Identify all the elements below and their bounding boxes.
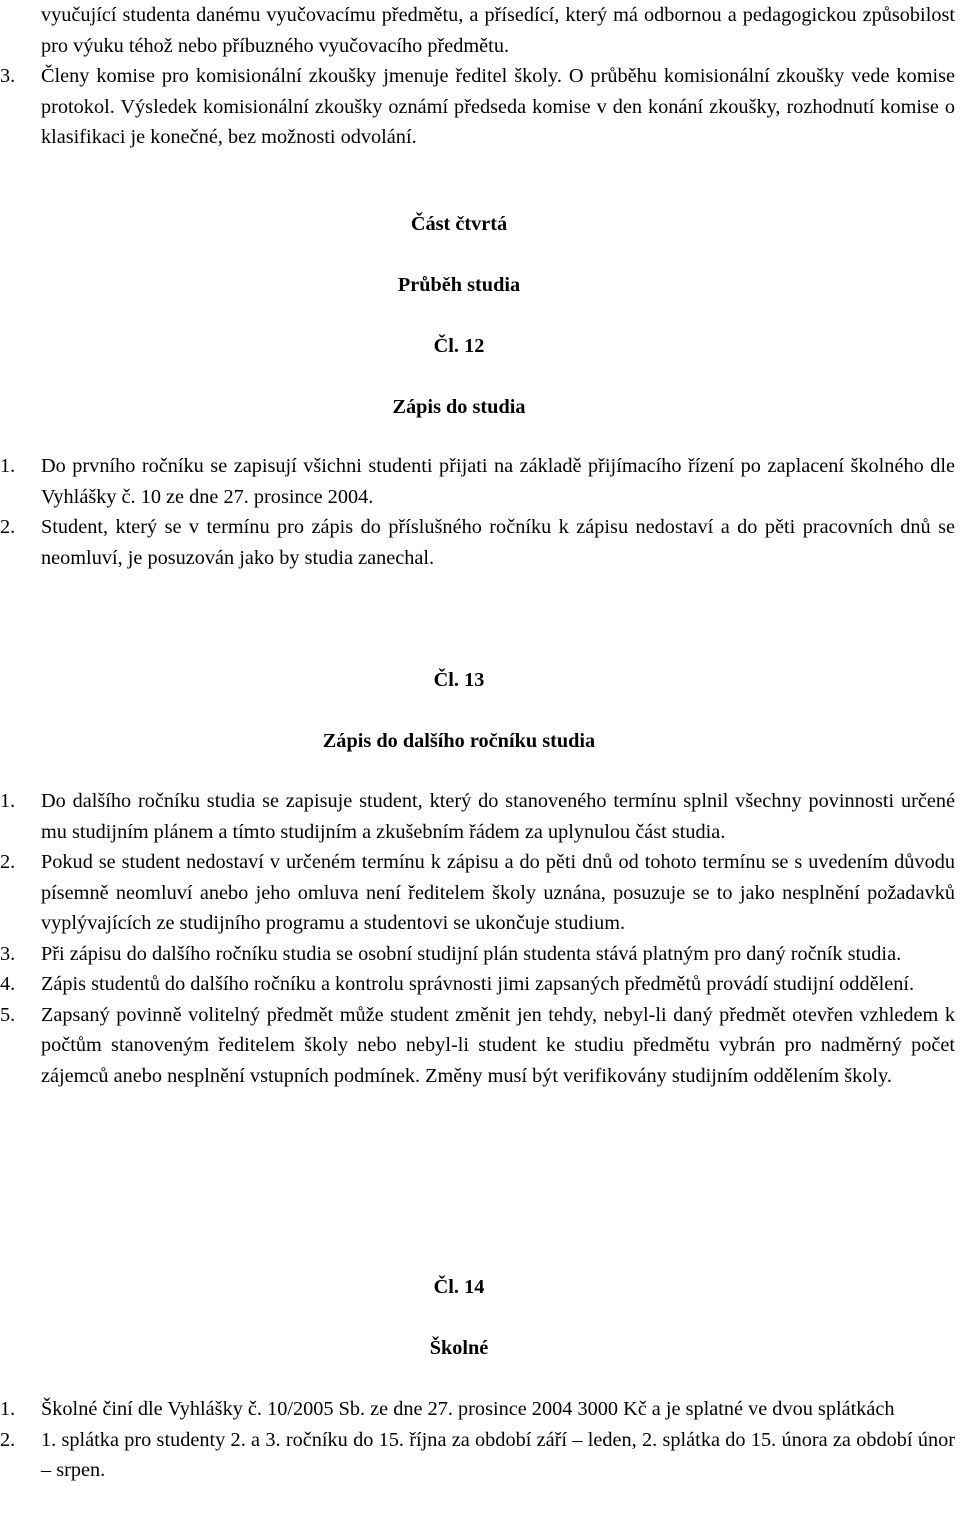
item-text: Do prvního ročníku se zapisují všichni studenti přijati na základě přijímacího řízení po zaplacení školného dle Vyhlášky č. 10 ze dne 27. prosince 2004. xyxy=(41,455,955,508)
item-text: Při zápisu do dalšího ročníku studia se osobní studijní plán studenta stává platným pro daný ročník studia. xyxy=(41,942,902,965)
item-text: Členy komise pro komisionální zkoušky jmenuje ředitel školy. O průběhu komisionální zkoušky vede komise protokol. Výsledek komisionální zkoušky oznámí předseda komise v den konání zkoušky, rozhodnutí komise o klasifikaci je konečné, bez možnosti odvolání. xyxy=(41,65,955,148)
article-13-number: Čl. 13 xyxy=(433,669,485,691)
list-item xyxy=(0,847,955,939)
article-14-number: Čl. 14 xyxy=(433,1276,485,1298)
item-number: 1. xyxy=(0,1398,16,1420)
intro-continuation xyxy=(0,0,955,61)
item-text: Do dalšího ročníku studia se zapisuje student, který do stanoveného termínu splnil všechny povinnosti určené mu studijním plánem a tímto studijním a zkušebním řádem za uplynulou část studia. xyxy=(41,790,955,843)
article-13-title: Zápis do dalšího ročníku studia xyxy=(322,730,596,752)
article-13-list xyxy=(0,786,955,1091)
article-12-list xyxy=(0,451,955,573)
item-number: 1. xyxy=(0,790,16,812)
intro-continuation-text: vyučující studenta danému vyučovacímu předmětu, a přísedící, který má odbornou a pedagogickou způsobilost pro výuku téhož nebo příbuzného vyučovacího předmětu. xyxy=(41,4,955,57)
item-number: 2. xyxy=(0,1428,16,1451)
list-item xyxy=(0,1394,955,1425)
part-title: Část čtvrtá xyxy=(410,213,508,235)
list-item xyxy=(0,1425,955,1486)
list-item xyxy=(0,1000,955,1092)
article-14-title: Školné xyxy=(429,1337,489,1359)
list-item xyxy=(0,969,955,1000)
item-text: 1. splátka pro studenty 2. a 3. ročníku do 15. října za období září – leden, 2. splátka do 15. února za období únor – srpen. xyxy=(41,1428,955,1481)
article-12-number: Čl. 12 xyxy=(433,335,485,357)
item-number: 2. xyxy=(0,516,16,538)
article-14-list xyxy=(0,1394,955,1486)
item-text: Zápis studentů do dalšího ročníku a kontrolu správnosti jimi zapsaných předmětů provádí studijní oddělení. xyxy=(41,973,915,995)
item-text: Student, který se v termínu pro zápis do příslušného ročníku k zápisu nedostaví a do pěti pracovních dnů se neomluví, je posuzován jako by studia zanechal. xyxy=(41,516,955,569)
item-number: 4. xyxy=(0,973,16,995)
list-item xyxy=(0,451,955,512)
list-item xyxy=(0,512,955,573)
intro-item-3 xyxy=(0,61,955,153)
list-item xyxy=(0,939,955,970)
item-text: Pokud se student nedostaví v určeném termínu k zápisu a do pěti dnů od tohoto termínu se s uvedením důvodu písemně neomluví anebo jeho omluva není ředitelem školy uznána, posuzuje se to jako nesplnění požadavků vyplývajících ze studijního programu a studentovi se ukončuje studium. xyxy=(41,851,955,934)
intro-section xyxy=(0,0,955,153)
item-text: Školné činí dle Vyhlášky č. 10/2005 Sb. ze dne 27. prosince 2004 3000 Kč a je splatné ve dvou splátkách xyxy=(41,1398,895,1420)
article-12-title: Zápis do studia xyxy=(392,396,526,418)
item-number: 5. xyxy=(0,1003,16,1026)
list-item xyxy=(0,786,955,847)
item-number: 3. xyxy=(0,942,16,965)
item-number: 2. xyxy=(0,851,16,873)
item-text: Zapsaný povinně volitelný předmět může student změnit jen tehdy, nebyl-li daný předmět otevřen vzhledem k počtům stanoveným ředitelem školy nebo nebyl-li student ke studiu předmětu vybrán pro nadměrný počet zájemců anebo nesplnění vstupních podmínek. Změny musí být verifikovány studijním oddělením školy. xyxy=(41,1003,955,1087)
item-number: 3. xyxy=(0,65,16,87)
part-subtitle: Průběh studia xyxy=(397,274,521,296)
item-number: 1. xyxy=(0,455,16,477)
